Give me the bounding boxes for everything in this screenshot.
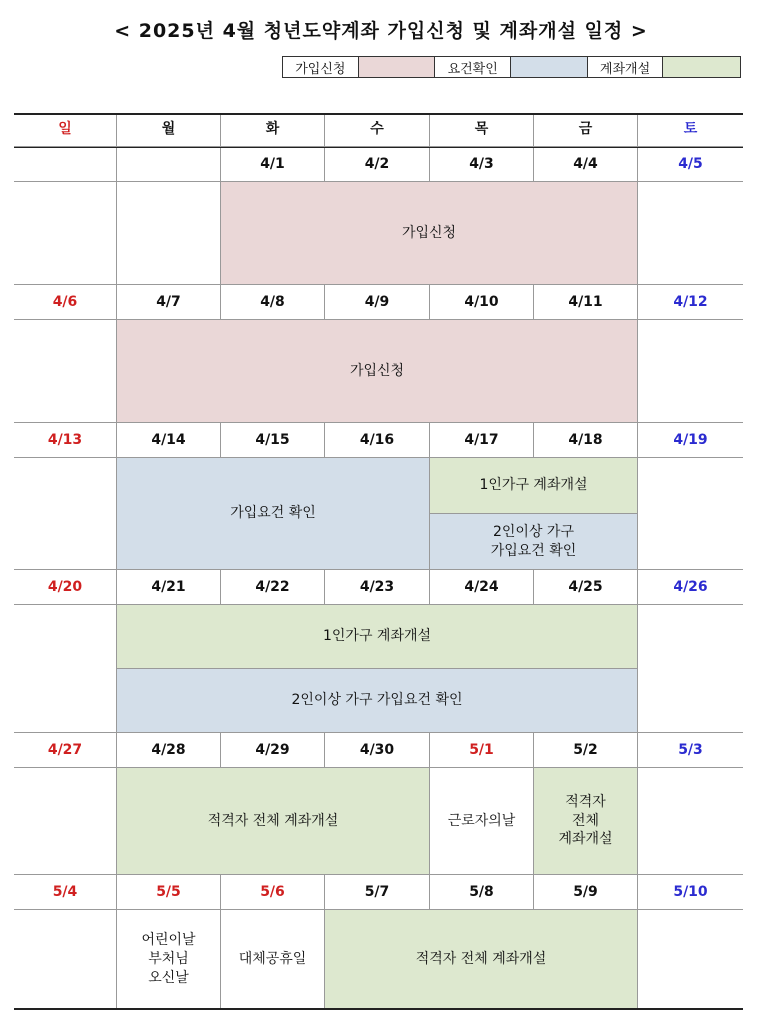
- event-single-household-account: 1인가구 계좌개설: [430, 458, 638, 514]
- date-cell: 4/29: [221, 733, 325, 768]
- date-cell: 4/30: [325, 733, 430, 768]
- event-multi-household-eligibility: 2인이상 가구 가입요건 확인: [430, 514, 638, 570]
- calendar-top-border: [14, 113, 743, 115]
- legend-label-eligibility: 요건확인: [435, 57, 511, 77]
- empty-cell: [14, 768, 117, 875]
- date-cell: 5/8: [430, 875, 534, 910]
- date-cell: 4/18: [534, 423, 638, 458]
- date-cell: 5/4: [14, 875, 117, 910]
- date-cell: 4/5: [638, 147, 743, 182]
- date-cell: 4/20: [14, 570, 117, 605]
- date-cell: 4/15: [221, 423, 325, 458]
- legend-swatch-signup: [359, 57, 436, 77]
- date-cell: 4/11: [534, 285, 638, 320]
- event-multi-household-eligibility: 2인이상 가구 가입요건 확인: [117, 669, 638, 733]
- date-cell: 5/7: [325, 875, 430, 910]
- weekday-header: 일: [14, 113, 117, 147]
- date-cell: 4/28: [117, 733, 221, 768]
- legend-label-account: 계좌개설: [588, 57, 664, 77]
- weekday-header: 화: [221, 113, 325, 147]
- empty-cell: [638, 320, 743, 423]
- empty-cell: [117, 182, 221, 285]
- date-cell: 5/5: [117, 875, 221, 910]
- empty-cell: [14, 320, 117, 423]
- date-cell: 4/21: [117, 570, 221, 605]
- weekday-header: 목: [430, 113, 534, 147]
- date-cell: 4/8: [221, 285, 325, 320]
- empty-cell: [638, 458, 743, 570]
- empty-cell: [14, 458, 117, 570]
- event-holiday-childrens-day: 어린이날 부처님 오신날: [117, 910, 221, 1010]
- legend-label-signup: 가입신청: [283, 57, 359, 77]
- date-cell: 4/10: [430, 285, 534, 320]
- event-all-eligible-account: 적격자 전체 계좌개설: [325, 910, 638, 1010]
- date-cell: 4/24: [430, 570, 534, 605]
- date-cell: 4/27: [14, 733, 117, 768]
- date-cell: 4/14: [117, 423, 221, 458]
- calendar-header-border: [14, 147, 743, 148]
- date-cell: 4/6: [14, 285, 117, 320]
- event-single-household-account: 1인가구 계좌개설: [117, 605, 638, 669]
- date-cell: 4/19: [638, 423, 743, 458]
- date-cell: 4/9: [325, 285, 430, 320]
- legend-swatch-account: [663, 57, 740, 77]
- date-cell: 4/16: [325, 423, 430, 458]
- date-cell: 5/6: [221, 875, 325, 910]
- weekday-header: 월: [117, 113, 221, 147]
- date-cell: 5/2: [534, 733, 638, 768]
- event-all-eligible-account: 적격자 전체 계좌개설: [117, 768, 430, 875]
- event-substitute-holiday: 대체공휴일: [221, 910, 325, 1010]
- date-cell: 4/2: [325, 147, 430, 182]
- event-signup: 가입신청: [221, 182, 638, 285]
- event-all-eligible-account: 적격자 전체 계좌개설: [534, 768, 638, 875]
- date-cell: 5/10: [638, 875, 743, 910]
- date-cell: 4/7: [117, 285, 221, 320]
- calendar-grid: [14, 113, 743, 1010]
- date-cell: 4/13: [14, 423, 117, 458]
- event-labor-day: 근로자의날: [430, 768, 534, 875]
- date-cell: 5/3: [638, 733, 743, 768]
- empty-cell: [638, 182, 743, 285]
- date-cell: 4/22: [221, 570, 325, 605]
- legend-swatch-eligibility: [511, 57, 588, 77]
- event-eligibility-check: 가입요건 확인: [117, 458, 430, 570]
- empty-cell: [638, 768, 743, 875]
- date-cell: 4/3: [430, 147, 534, 182]
- event-signup: 가입신청: [117, 320, 638, 423]
- empty-cell: [14, 910, 117, 1010]
- weekday-header: 금: [534, 113, 638, 147]
- date-cell: [14, 147, 117, 182]
- page-title: < 2025년 4월 청년도약계좌 가입신청 및 계좌개설 일정 >: [114, 20, 648, 42]
- date-cell: 5/1: [430, 733, 534, 768]
- weekday-header: 토: [638, 113, 743, 147]
- date-cell: 4/4: [534, 147, 638, 182]
- calendar-bottom-border: [14, 1008, 743, 1010]
- date-cell: 5/9: [534, 875, 638, 910]
- date-cell: 4/12: [638, 285, 743, 320]
- date-cell: [117, 147, 221, 182]
- empty-cell: [14, 605, 117, 733]
- date-cell: 4/26: [638, 570, 743, 605]
- legend: [282, 56, 741, 78]
- date-cell: 4/25: [534, 570, 638, 605]
- empty-cell: [638, 605, 743, 733]
- weekday-header: 수: [325, 113, 430, 147]
- empty-cell: [638, 910, 743, 1010]
- empty-cell: [14, 182, 117, 285]
- date-cell: 4/17: [430, 423, 534, 458]
- date-cell: 4/23: [325, 570, 430, 605]
- date-cell: 4/1: [221, 147, 325, 182]
